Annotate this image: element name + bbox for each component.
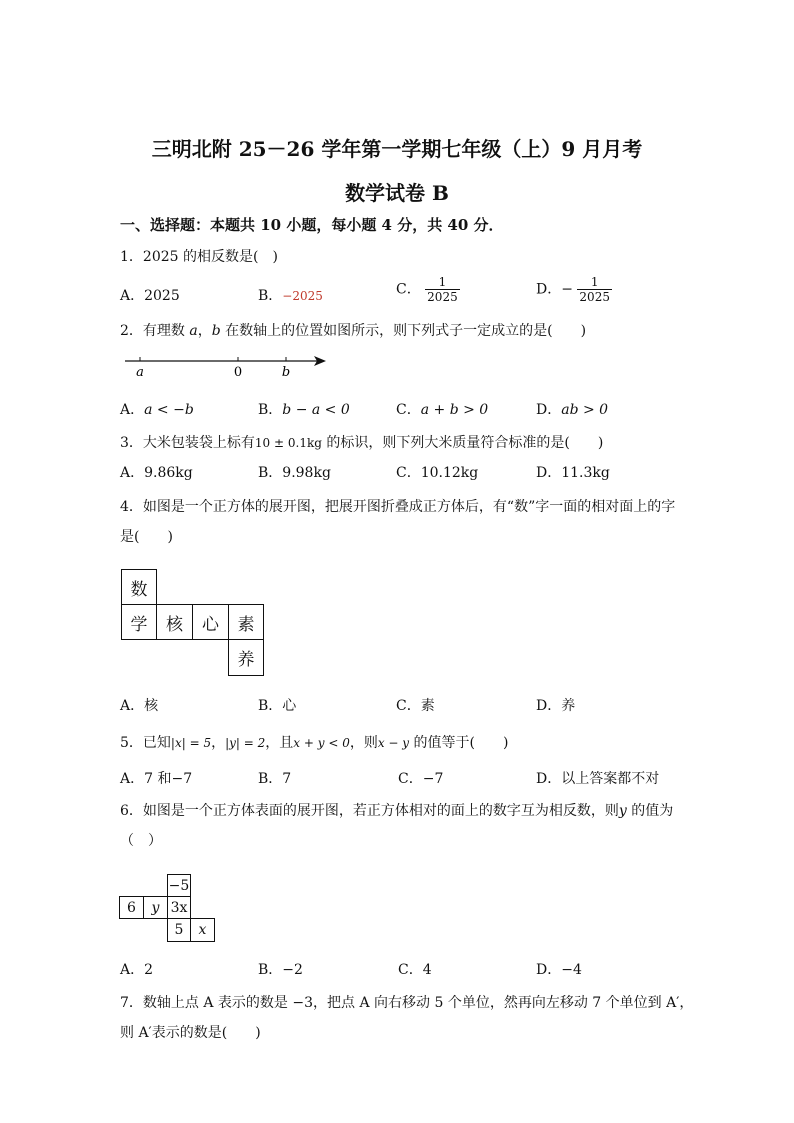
q1-option-c [396,275,460,304]
q1-d-denominator: 2025 [579,290,610,304]
q5-option-b: B．7 [258,771,292,787]
q5-stem-pre: 5．已知 [120,735,171,751]
cube-net-face-bottom: 养 [228,639,264,676]
cube-net-face-4: 素 [228,604,264,640]
q6-option-c: C．4 [398,962,432,978]
q5-condition: x + y < 0 [293,736,350,750]
net2-face-m3: 3x [167,896,191,919]
exam-subtitle: 数学试卷 B [345,181,449,205]
q2-comma: ， [197,323,212,339]
q5-option-a: A．7 和−7 [120,771,193,787]
q2-option-b [258,399,350,419]
cube-net-face-2: 核 [156,604,193,640]
q2-stem-pre: 2．有理数 [120,323,190,339]
q3-option-c: C．10.12kg [396,465,479,481]
q1-option-c-fraction [425,275,460,304]
q2-option-d [536,399,608,419]
q6-option-a: A．2 [120,962,154,978]
q1-option-a: A．2025 [120,288,180,304]
q6-var-y: y [618,803,627,819]
question-4-stem-line2: 是( ) [120,529,173,545]
axis-label-zero: 0 [233,365,243,380]
q5-abs-y: |y| = 2 [225,736,266,750]
q5-option-d: D．以上答案都不对 [536,771,660,787]
question-4-stem-line1: 4．如图是一个正方体的展开图，把展开图折叠成正方体后，有“数”字一面的相对面上的字 [120,499,676,515]
q3-stem-pre: 3．大米包装袋上标有 [120,435,255,451]
q2-option-d-label: D． [536,402,562,418]
q2-stem-post: 在数轴上的位置如图所示，则下列式子一定成立的是( ) [220,323,587,339]
q3-option-a: A．9.86kg [120,465,193,481]
q2-option-b-label: B． [258,402,283,418]
q6-stem-pre: 6．如图是一个正方体表面的展开图，若正方体相对的面上的数字互为相反数，则 [120,803,619,819]
q4-option-a: A．核 [120,698,159,714]
question-2-stem [120,320,586,340]
q1-c-denominator: 2025 [427,290,458,304]
cube-net-face-3: 心 [192,604,229,640]
q1-option-d [536,275,612,304]
cube-net-face-1: 学 [121,604,157,640]
net2-face-b2: x [190,918,215,942]
exam-title: 三明北附 25－26 学年第一学期七年级（上）9 月月考 [151,137,643,161]
q2-var-b: b [211,323,221,339]
axis-label-b: b [281,365,291,380]
q6-option-d: D．−4 [536,962,582,978]
net2-face-m1: 6 [119,896,144,919]
question-5-stem [120,732,508,752]
q4-option-c: C．素 [396,698,435,714]
q2-option-d-expr: ab > 0 [561,402,609,418]
q2-var-a: a [189,323,198,339]
q5-option-c: C．−7 [398,771,444,787]
question-6-stem-line2: （ ） [120,833,162,849]
question-7-stem-line2: 则 A′表示的数是( ) [120,1025,261,1041]
q2-option-c-expr: a + b > 0 [420,402,489,418]
q5-stem-post: 的值等于( ) [409,735,509,751]
axis-label-a: a [136,365,144,380]
q1-c-numerator: 1 [438,275,447,289]
net2-face-m2: y [143,896,168,919]
q1-d-numerator: 1 [590,275,599,289]
q2-option-a-expr: a < −b [144,402,194,418]
question-6-stem-line1 [120,800,673,820]
cube-net-face-top: 数 [121,569,157,605]
q6-option-b: B．−2 [258,962,303,978]
q2-option-a [120,399,194,419]
question-7-stem-line1: 7．数轴上点 A 表示的数是 −3，把点 A 向右移动 5 个单位，然再向左移动 7 个单位到 A′， [120,995,694,1011]
q1-option-b-label: B． [258,288,283,304]
q2-option-b-expr: b − a < 0 [282,402,350,418]
question-1-stem: 1．2025 的相反数是( ) [120,249,278,265]
q5-abs-x: |x| = 5 [170,736,212,750]
q1-option-d-label: D．− [536,281,573,298]
number-line-figure [120,350,340,382]
net2-face-top: −5 [167,874,191,897]
q4-option-d: D．养 [536,698,576,714]
q5-sep2: ，且 [265,735,294,751]
q5-expression: x − y [377,736,410,750]
section-heading: 一、选择题：本题共 10 小题，每小题 4 分，共 40 分． [120,216,504,234]
net2-face-b1: 5 [167,918,191,942]
q3-option-b: B．9.98kg [258,465,331,481]
q5-sep1: ， [211,735,226,751]
q4-option-b: B．心 [258,698,297,714]
q2-option-c-label: C． [396,402,421,418]
q2-option-c [396,399,488,419]
q1-option-c-label: C． [396,281,421,298]
q3-stem-post: 的标识，则下列大米质量符合标准的是( ) [321,435,604,451]
q3-weight-mark: 10 ± 0.1kg [254,436,322,450]
q3-option-d: D．11.3kg [536,465,610,481]
q2-option-a-label: A． [120,402,145,418]
q5-sep3: ，则 [349,735,378,751]
q6-stem-post: 的值为 [626,803,674,819]
q1-option-d-fraction [577,275,612,304]
question-3-stem [120,432,603,452]
q1-option-b-value: −2025 [282,289,323,303]
q1-option-b [258,285,323,305]
